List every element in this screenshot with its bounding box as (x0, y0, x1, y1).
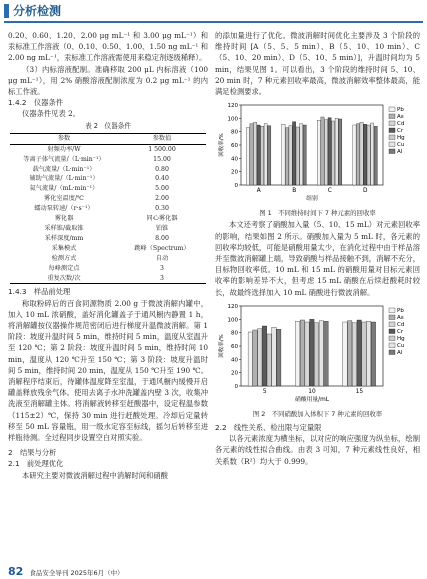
table-cell: 氦气流量/（mL·min⁻¹） (29, 185, 99, 193)
x-axis-label: 硝酸用量/mL (294, 396, 330, 403)
legend-label: Cd (397, 321, 405, 328)
bar-as-5 (253, 330, 257, 386)
bar-al-C (339, 119, 342, 185)
section-heading: 2.1 前处理优化 (8, 459, 64, 469)
x-tick-label: B (292, 188, 297, 195)
table-cell: 采样锥/截取锥 (44, 224, 84, 232)
legend-swatch (389, 308, 395, 313)
table-cell: 自动 (155, 254, 169, 262)
table-row (10, 214, 206, 224)
bar-al-15 (371, 322, 375, 386)
table-row (10, 155, 206, 165)
paragraph: 本文还考察了硝酸加入量（5、10、15 mL）对元素回收率的影响，结果如图 2 所示。硝酸加入量为 5 mL 时，各元素的回收率均较低，可能是硝酸用量太少，在消化过程中由于样品溶并至微波消解罐上端，导致硝酸与样品接触不到，消解不充分，目标物回收率低。10 mL 和 15 mL 的硝酸用量对目标元素回收率的影响差异不大，但考虑 15 mL 硝酸在后续赶酸耗时较长，故最终选择加入 10 mL 硝酸进行微波消解。 (215, 220, 420, 297)
table-cell: 检测方式 (51, 254, 77, 262)
table-cell: 雾化室温度/℃ (44, 195, 84, 203)
legend-swatch (389, 135, 395, 140)
bar-as-15 (348, 321, 352, 386)
figure-1 (215, 99, 420, 207)
bar-cr-15 (357, 320, 361, 386)
section-title: 分析检测 (13, 4, 62, 18)
bar-cu-C (335, 119, 338, 186)
legend-label: Al (397, 349, 403, 356)
y-tick-label: 80 (231, 330, 238, 337)
bar-pb-C (317, 121, 320, 186)
table-row (10, 174, 206, 184)
paragraph: 以各元素浓度为横坐标，以对应的响应强度为纵坐标，绘制各元素的线性拟合曲线。由表 3 可知，7 种元素线性良好，相关系数（R²）均大于 0.999。 (215, 434, 420, 466)
legend-label: Cd (397, 121, 405, 128)
bar-cr-A (257, 125, 260, 185)
bar-cd-B (289, 126, 292, 185)
table-cell: 重复次数/次 (47, 274, 81, 282)
bar-cu-10 (319, 321, 323, 386)
y-tick-label: 120 (227, 303, 238, 310)
y-axis-label: 回收率/% (219, 133, 225, 158)
x-axis-label: 组别 (306, 196, 318, 203)
table-cell: 8.00 (155, 234, 169, 242)
table-cell: 跳峰（Spectrum） (134, 244, 190, 252)
bar-cu-A (264, 124, 267, 185)
legend-label: Al (397, 149, 403, 156)
table-row (10, 274, 206, 284)
legend-label: Cu (397, 342, 405, 349)
y-tick-label: 80 (231, 129, 238, 136)
legend-label: Cu (397, 142, 405, 149)
instrument-table (10, 133, 206, 285)
figure-2 (215, 300, 420, 408)
table-cell: 0.30 (155, 205, 169, 213)
y-tick-label: 0 (234, 183, 238, 190)
y-tick-label: 60 (231, 343, 238, 350)
bar-cd-15 (352, 323, 356, 386)
legend-label: Hg (397, 335, 405, 342)
table-cell: 同心雾化器 (146, 215, 178, 223)
table-cell: 载气流量/（L·min⁻¹） (32, 165, 96, 173)
legend-label: Cr (397, 128, 404, 135)
table-row (10, 204, 206, 214)
table-header-cell: 参数 (57, 134, 71, 142)
x-tick-label: C (327, 188, 332, 195)
x-tick-label: 5 (262, 388, 267, 395)
table-cell: 辅助气流量/（L·min⁻¹） (29, 175, 99, 183)
legend-swatch (389, 114, 395, 119)
y-tick-label: 100 (227, 317, 238, 324)
table-cell: 15.00 (153, 155, 171, 163)
bar-as-B (285, 128, 288, 185)
bar-al-A (268, 126, 271, 185)
bar-pb-D (353, 125, 356, 185)
y-tick-label: 20 (231, 169, 238, 176)
paragraph: （3）内标溶液配制。准确移取 200 μL 内标溶液（100 μg mL⁻¹），用 2% 硝酸溶液配制浓度为 0.2 μg mL⁻¹ 的内标工作液。 (8, 64, 208, 97)
x-tick-label: 15 (355, 388, 364, 395)
y-tick-label: 40 (231, 156, 238, 163)
bar-al-5 (277, 329, 281, 386)
table-cell: 采样深度/mm (44, 234, 84, 242)
y-tick-label: 60 (231, 143, 238, 150)
bar-al-10 (324, 321, 328, 386)
bar-cd-A (253, 123, 256, 186)
legend-swatch (389, 322, 395, 327)
bar-hg-10 (314, 323, 318, 386)
y-tick-label: 40 (231, 357, 238, 364)
bar-al-B (303, 125, 306, 185)
issue-date: 2025年6月（中） (70, 569, 124, 577)
bar-pb-15 (343, 322, 347, 386)
bar-as-C (321, 117, 324, 185)
bar-cd-D (360, 123, 363, 186)
legend-swatch (389, 315, 395, 320)
bar-hg-D (367, 125, 370, 185)
legend-swatch (389, 343, 395, 348)
y-axis-label: 回收率/% (219, 334, 225, 358)
left-column (8, 30, 208, 481)
paragraph: 仪器条件见表 2。 (22, 109, 81, 119)
table-cell: 3 (160, 274, 164, 282)
figure-caption: 图 1 不同维持时间下 7 种元素的回收率 (259, 209, 376, 218)
table-row (10, 224, 206, 234)
y-tick-label: 120 (227, 103, 238, 110)
legend-swatch (389, 121, 395, 126)
legend-label: As (397, 114, 404, 121)
table-cell: 蠕动泵转速/（r·s⁻¹） (34, 205, 94, 213)
page-header (0, 0, 427, 22)
bar-cr-5 (262, 326, 266, 386)
table-cell: 2.00 (155, 195, 169, 203)
bar-pb-5 (248, 332, 252, 386)
bar-cr-B (292, 122, 295, 185)
header-rule (4, 21, 423, 23)
paragraph: 称取粉碎后的百食同源物质 2.00 g 于微波消解内罐中，加入 10 mL 浓硝酸，盖好消化罐盖子于通风橱内静置 1 h，将消解罐按仪器操作规范密闭后进行梯度升温微波消解。第 1 阶段：坡度升温时间 5 min，维持时间 5 min，温度从室温升至 120 ℃；第 2 阶段：坡度升温时间 5 min，维持时间 10 min，温度从 120 ℃升至 150 ℃；第 3 阶段：坡度升温时间 5 min，维持时间 20 min，温度从 150 ℃升至 190 ℃。消解程序结束后，待罐体温度降至室温，于通风橱内缓慢开启罐盖释放残余气体。使用去离子水冲洗罐盖内壁 3 次，收集冲洗液至消解罐主体。将消解液转移至赶酸器中，设定程温参数（115±2）℃，保持 30 min 进行赶酸处理。冷却后定量转移至 50 mL 容量瓶，用一级水定容至标线，摇匀后转移至进样瓶待测。全过程同步设置空白对照实验。 (8, 298, 208, 443)
bar-pb-10 (295, 321, 299, 386)
table-row (10, 165, 206, 175)
table-caption: 表 2 仪器条件 (85, 121, 131, 130)
table-row (10, 194, 206, 204)
bar-cu-D (371, 123, 374, 185)
bar-cu-15 (366, 321, 370, 386)
table-row (10, 254, 206, 264)
page-footer (8, 565, 124, 578)
legend-label: As (397, 314, 404, 321)
legend-swatch (389, 336, 395, 341)
table-cell: 1 500.00 (148, 145, 176, 153)
bar-hg-5 (267, 334, 271, 386)
table-cell: 3 (160, 264, 164, 272)
bar-cu-5 (272, 327, 276, 386)
table-row (10, 234, 206, 244)
recovery-chart-nitric-volume (215, 300, 420, 408)
bar-cr-C (328, 118, 331, 185)
bar-cu-B (300, 124, 303, 185)
table-row (10, 264, 206, 274)
paragraph: 0.20、0.60、1.20、2.00 μg mL⁻¹ 和 3.00 μg mL⁻¹）和汞标准工作溶液（0、0.10、0.50、1.00、1.50 ng mL⁻¹ 和 2.00 ng mL⁻¹，汞标准工作溶液需使用来稳定剂逐级稀释）。 (8, 31, 208, 63)
bar-cd-C (324, 120, 327, 185)
header-accent-bar (4, 4, 9, 18)
table-cell: 雾化器 (54, 215, 74, 223)
bar-cd-5 (258, 329, 262, 386)
bar-hg-B (296, 127, 299, 185)
table-cell: 铂锥 (155, 224, 169, 232)
bar-as-A (250, 124, 253, 185)
legend-label: Cr (397, 328, 404, 335)
table-cell: 采集模式 (51, 244, 77, 252)
legend-label: Hg (397, 135, 405, 142)
section-heading: 2 结果与分析 (8, 448, 57, 458)
bar-hg-15 (362, 322, 366, 386)
legend-swatch (389, 350, 395, 355)
bar-cr-10 (310, 319, 314, 386)
table-cell: 每峰测定点 (48, 264, 80, 272)
bar-cd-10 (305, 322, 309, 386)
table-cell: 0.40 (155, 175, 169, 183)
page-number: 82 (8, 565, 24, 578)
bar-al-D (374, 127, 377, 186)
bar-as-D (356, 124, 359, 185)
y-tick-label: 0 (234, 383, 238, 390)
table-cell: 射频功率/W (47, 145, 81, 153)
bar-cr-D (363, 125, 366, 186)
legend-swatch (389, 142, 395, 147)
paragraph: 的添加量进行了优化。微波消解时间优化主要涉及 3 个阶段的维持时间 [A（5、5、5 min）、B（5、10、10 min）、C（5、10、20 min）、D（5、10、5 min）]，升温时间均为 5 min，结果见图 1。可以看出，3 个阶段的维持时间 5、10、20 min 时，7 种元素回收率最高，微波消解效率整体最高，能满足检测要求。 (215, 31, 420, 97)
section-heading: 2.2 线性关系、检出限与定量限 (215, 423, 322, 433)
legend-label: Pb (397, 307, 404, 314)
bar-as-10 (300, 320, 304, 386)
table-row (10, 244, 206, 254)
section-heading: 1.4.3 样品前处理 (8, 287, 71, 297)
bar-pb-B (282, 125, 285, 186)
x-tick-label: 10 (308, 388, 316, 395)
figure-caption: 图 2 不同硝酸加入体积下 7 种元素的回收率 (252, 409, 383, 418)
bar-pb-A (246, 128, 249, 185)
y-tick-label: 20 (231, 370, 238, 377)
y-tick-label: 100 (227, 116, 238, 123)
recovery-chart-holding-time (215, 99, 420, 207)
table-cell: 等离子体气流量/（L·min⁻¹） (23, 155, 105, 163)
table-cell: 5.00 (155, 185, 169, 193)
bar-hg-A (261, 127, 264, 186)
right-column (215, 30, 420, 467)
x-tick-label: A (256, 188, 261, 195)
legend-label: Pb (397, 107, 404, 114)
journal-name: 食品安全导刊 (29, 569, 69, 577)
legend-swatch (389, 107, 395, 112)
table-row (10, 144, 206, 154)
table-header-cell: 参数值 (152, 134, 172, 142)
legend-swatch (389, 149, 395, 154)
table-cell: 0.80 (155, 165, 169, 173)
table-row (10, 184, 206, 194)
x-tick-label: D (363, 188, 368, 195)
section-heading: 1.4.2 仪器条件 (8, 98, 64, 108)
legend-swatch (389, 329, 395, 334)
paragraph: 本研究主要对微波消解过程中消解时间和硝酸 (22, 470, 168, 480)
bar-hg-C (332, 121, 335, 185)
legend-swatch (389, 128, 395, 133)
